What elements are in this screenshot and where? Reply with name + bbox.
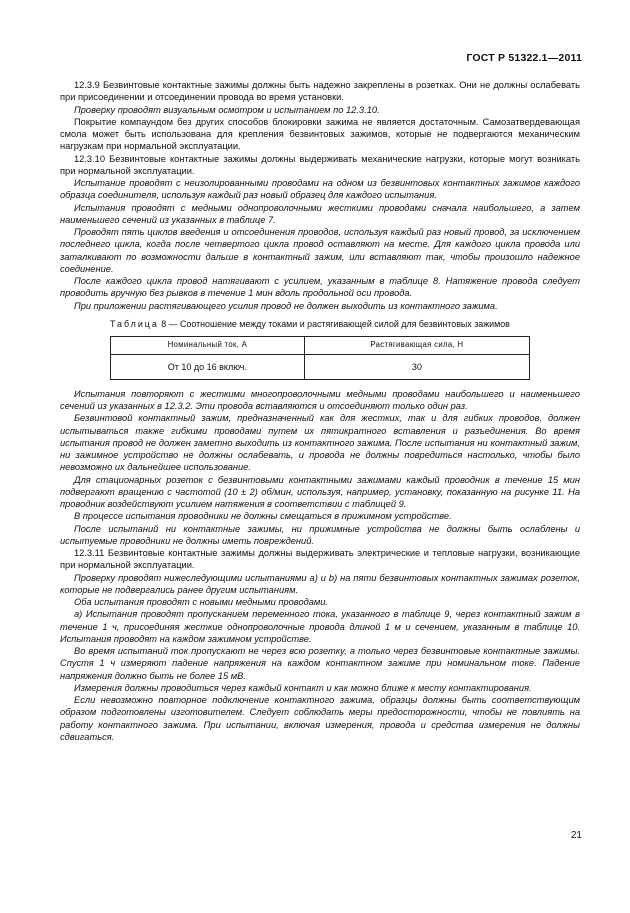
- cell-rated-current: От 10 до 16 включ.: [111, 354, 305, 379]
- paragraph: Для стационарных розеток с безвинтовыми контактными зажимами каждый проводник в течение 15 мин подвергают вращению с частотой (10 ± 2) об/мин, используя, например, установку, показанную на рисунке 11. На проводник воздействуют усилием натяжения в соответствии с таблицей 9.: [60, 474, 580, 509]
- paragraph: При приложении растягивающего усилия провод не должен выходить из контактного зажима.: [74, 300, 498, 311]
- paragraph: Измерения должны проводиться через каждый контакт и как можно ближе к месту контактирования.: [74, 682, 532, 693]
- table-row: [111, 354, 530, 379]
- paragraph: Проверку проводят визуальным осмотром и испытанием по 12.3.10.: [74, 104, 380, 115]
- body-text: [60, 79, 580, 743]
- paragraph: Испытания повторяют с жесткими многопроволочными медными проводами наибольшего и наименьшего сечений из указанных в 12.3.2. Эти провода вставляются и отсоединяют только один раз.: [60, 388, 580, 411]
- header-rated-current: Номинальный ток, А: [111, 336, 305, 354]
- paragraphs-top: [60, 79, 580, 312]
- paragraph: После каждого цикла провод натягивают с усилием, указанным в таблице 8. Натяжение провода следует проводить вручную без рывков в течение 1 мин вдоль продольной оси провода.: [60, 276, 580, 299]
- paragraph: Оба испытания проводят с новыми медными проводами.: [74, 597, 329, 607]
- table-8: [110, 319, 530, 380]
- paragraph: После испытаний ни контактные зажимы, ни прижимные устройства не должны быть ослаблены и испытуемые проводники не должны иметь повреждений.: [60, 523, 580, 546]
- cell-pull-force: 30: [304, 354, 529, 379]
- header-pull-force: Растягивающая сила, Н: [304, 336, 529, 354]
- paragraph: 12.3.10 Безвинтовые контактные зажимы должны выдерживать механические нагрузки, которые могут возникать при нормальной эксплуатации.: [60, 153, 580, 176]
- paragraph: Проводят пять циклов введения и отсоединения проводов, используя каждый раз новый провод, за исключением последнего цикла, когда после четвертого цикла провод оставляют на месте. Для каждого цикла провода или заталкивают по возможности дальше в контактный зажим, или вставляют так, чтобы произошло надежное соединение.: [60, 227, 580, 274]
- paragraphs-bottom: [60, 388, 580, 743]
- table-caption-text: 8 — Соотношение между токами и растягивающей силой для безвинтовых зажимов: [158, 318, 510, 329]
- current-force-table: [110, 336, 530, 380]
- paragraph: Проверку проводят нижеследующими испытаниями a) и b) на пяти безвинтовых контактных зажимах розеток, которые не подвергались ранее другим испытаниям.: [60, 572, 580, 595]
- paragraph: Испытания проводят с медными однопроволочными жесткими проводами сначала наибольшего, а затем наименьшего сечений из указанных в таблице 7.: [60, 202, 580, 225]
- table-caption: [110, 319, 530, 330]
- paragraph: Безвинтовой контактный зажим, предназначенный как для жестких, так и для гибких проводов, должен испытываться также гибкими проводами путем их пятикратного вставления и разъединения. Во время испытания провод не должен заметно выходить из контактного зажима. После испытания ни контактный зажим, ни зажимное устройство не должны ослабевать, и провода не должны повредиться настолько, чтобы было невозможно их дальнейшее использование.: [60, 413, 580, 473]
- paragraph: 12.3.11 Безвинтовые контактные зажимы должны выдерживать электрические и тепловые нагрузки, возникающие при нормальной эксплуатации.: [60, 548, 580, 571]
- paragraph: В процессе испытания проводники не должны смещаться в прижимном устройстве.: [74, 511, 452, 522]
- table-caption-label: Таблица: [110, 318, 159, 329]
- paragraph: 12.3.9 Безвинтовые контактные зажимы должны быть надежно закреплены в розетках. Они не должны ослабевать при присоединении и отсоединении провода во время установки.: [60, 80, 580, 103]
- paragraph: а) Испытания проводят пропусканием переменного тока, указанного в таблице 9, через контактный зажим в течение 1 ч, присоединяя жесткие однопроволочные провода длиной 1 м и сечением, указанным в таблице 10. Испытания проводят на каждом зажимном устройстве.: [60, 609, 580, 644]
- paragraph: Если невозможно повторное подключение контактного зажима, образцы должны быть соответствующим образом подготовлены изготовителем. Следует соблюдать меры предосторожности, чтобы не повлиять на работу контактного зажима. При испытании, включая измерения, провода и средства измерения не должны сдвигаться.: [60, 695, 580, 742]
- document-id: ГОСТ Р 51322.1—2011: [466, 52, 582, 64]
- page-number: 21: [570, 830, 582, 841]
- paragraph: Испытание проводят с неизолированными проводами на одном из безвинтовых контактных зажимов каждого образца соединителя, используя каждый раз новый образец для каждого испытания.: [60, 178, 580, 201]
- paragraph: Во время испытаний ток пропускают не через всю розетку, а только через безвинтовые контактные зажимы. Спустя 1 ч измеряют падение напряжения на каждом контактном зажиме при номинальном токе. Падение напряжения должно быть не более 15 мВ.: [60, 646, 580, 681]
- table-header-row: [111, 336, 530, 354]
- paragraph: Покрытие компаундом без других способов блокировки зажима не является достаточным. Самозатвердевающая смола может быть использована для крепления безвинтовых зажимов, которые не подвергаются механическим нагрузкам при нормальной эксплуатации.: [60, 116, 580, 152]
